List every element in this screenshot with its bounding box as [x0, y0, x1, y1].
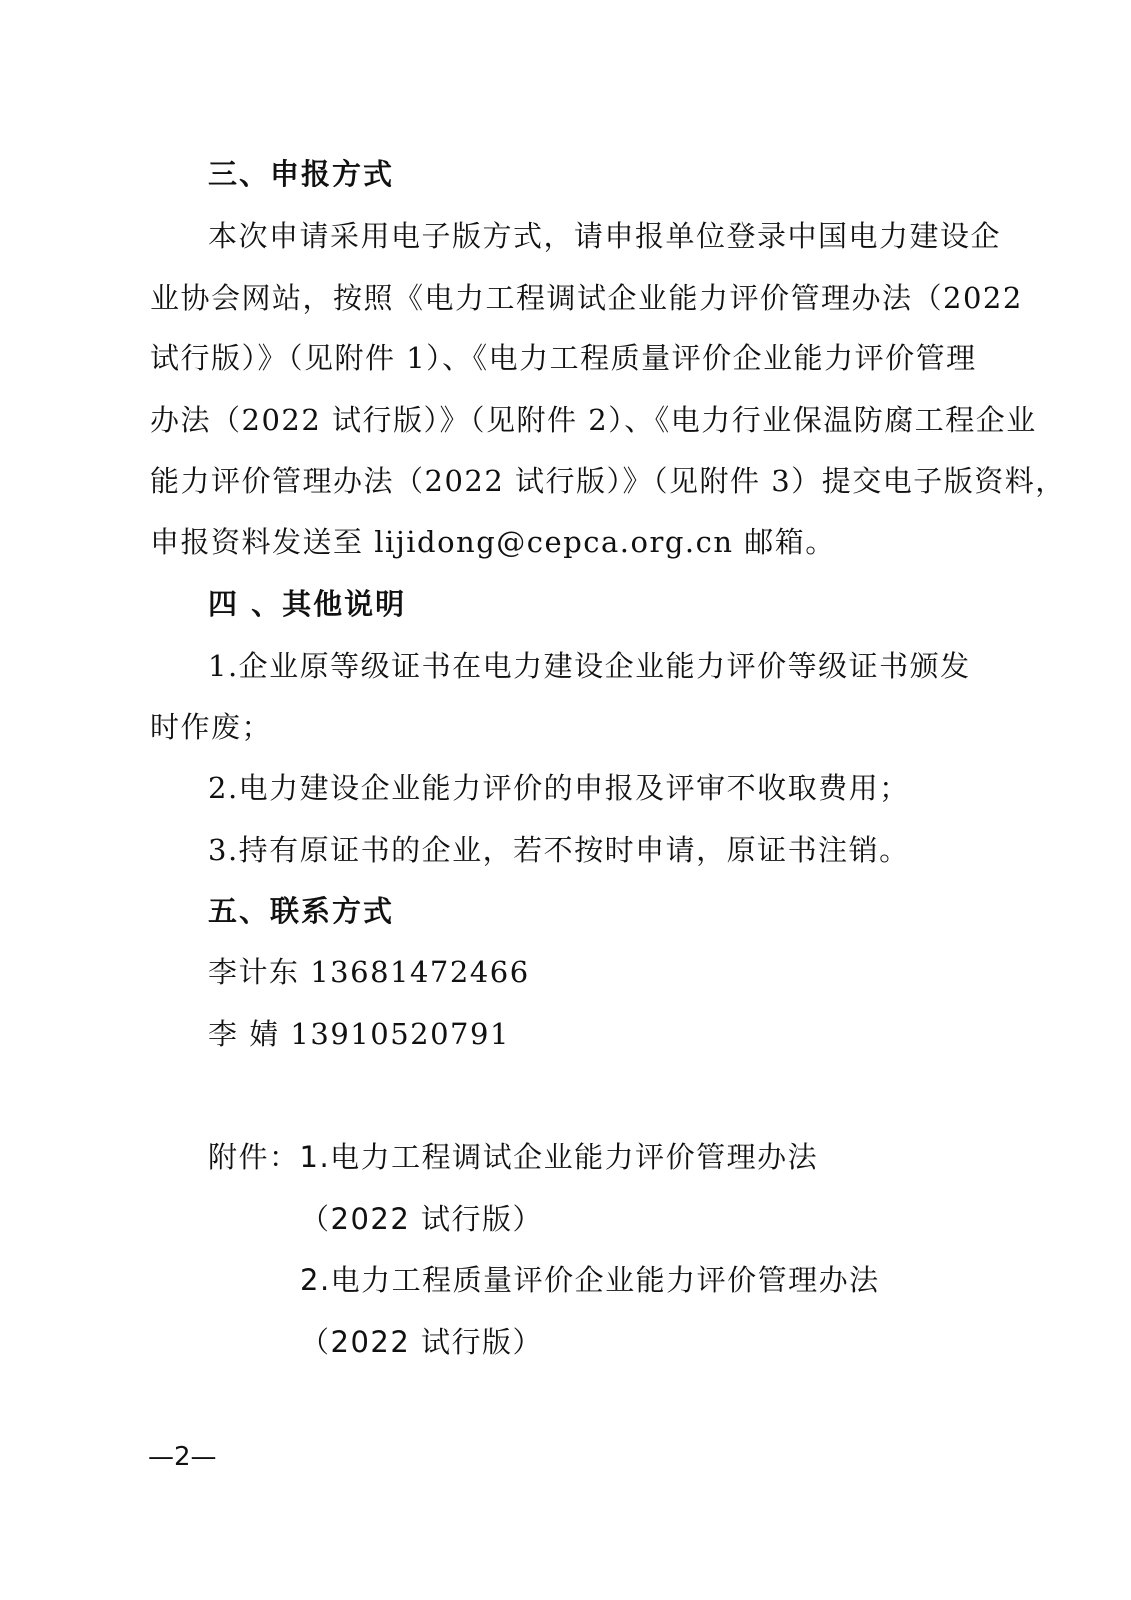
section-heading-contact: 五、联系方式 [208, 894, 395, 928]
contact-entry: 李计东 13681472466 [208, 955, 530, 989]
page-number: —2— [148, 1442, 217, 1472]
contact-entry: 李 婧 13910520791 [208, 1017, 510, 1051]
paragraph-line: 本次申请采用电子版方式，请申报单位登录中国电力建设企 [208, 219, 1002, 253]
attachment-item-version: （2022 试行版） [300, 1325, 544, 1359]
attachment-item-version: （2022 试行版） [300, 1202, 544, 1236]
note-item: 1.企业原等级证书在电力建设企业能力评价等级证书颁发 [208, 649, 971, 683]
paragraph-line: 办法（2022 试行版）》（见附件 2）、《电力行业保温防腐工程企业 [150, 403, 1037, 437]
note-item: 3.持有原证书的企业，若不按时申请，原证书注销。 [208, 833, 910, 867]
attachment-item: 附件：1.电力工程调试企业能力评价管理办法 [208, 1140, 819, 1174]
section-heading-other-notes: 四 、其他说明 [208, 587, 407, 621]
section-heading-application-method: 三、申报方式 [208, 157, 395, 191]
paragraph-line: 业协会网站，按照《电力工程调试企业能力评价管理办法（2022 [150, 281, 1023, 315]
note-item: 2.电力建设企业能力评价的申报及评审不收取费用； [208, 771, 910, 805]
attachment-item: 2.电力工程质量评价企业能力评价管理办法 [300, 1263, 880, 1297]
paragraph-line-email: 申报资料发送至 lijidong@cepca.org.cn 邮箱。 [150, 525, 836, 559]
paragraph-line: 试行版）》（见附件 1）、《电力工程质量评价企业能力评价管理 [150, 341, 977, 375]
note-item-continuation: 时作废； [150, 710, 273, 744]
paragraph-line: 能力评价管理办法（2022 试行版）》（见附件 3）提交电子版资料， [150, 464, 1066, 498]
